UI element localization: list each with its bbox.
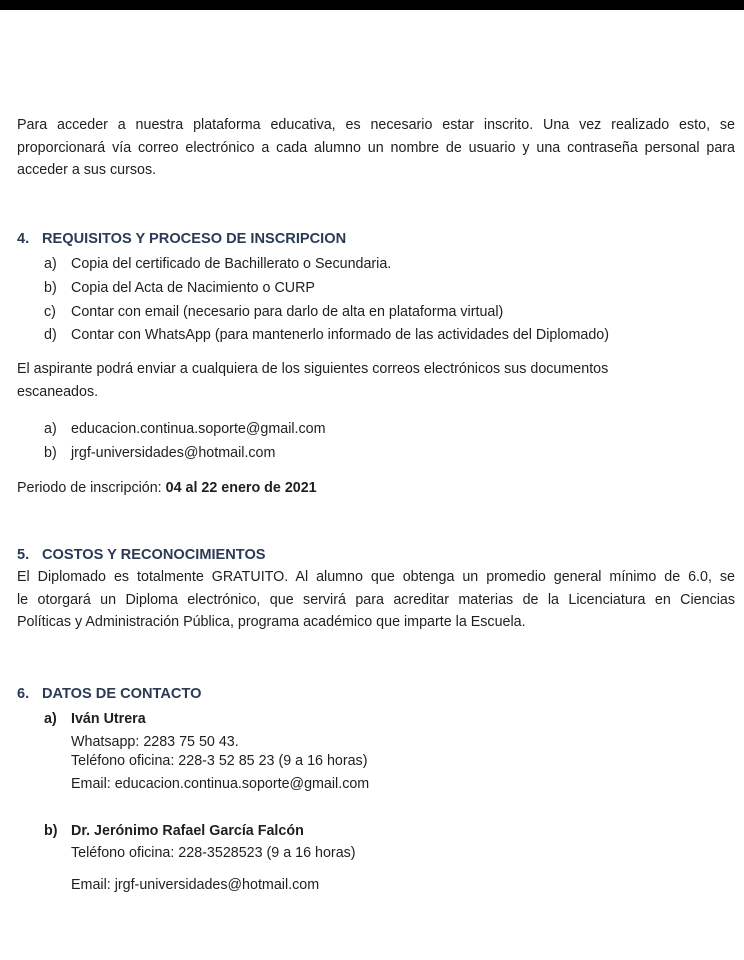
item-label: a)	[44, 421, 57, 437]
item-text: Contar con WhatsApp (para mantenerlo informado de las actividades del Diplomado)	[71, 327, 610, 343]
item-text: Copia del Acta de Nacimiento o CURP	[71, 280, 315, 296]
contact-phone: Teléfono oficina: 228-3528523 (9 a 16 horas)	[71, 845, 356, 861]
intro-paragraph	[17, 114, 735, 182]
contact-label: a)	[44, 711, 57, 727]
paragraph-line: El Diplomado es totalmente GRATUITO. Al alumno que obtenga un promedio general mínimo de 6.0, se	[17, 569, 735, 585]
paragraph-line: Políticas y Administración Pública, programa académico que imparte la Escuela.	[17, 614, 526, 630]
item-label: b)	[44, 280, 57, 296]
period-value: 04 al 22 enero de 2021	[165, 480, 317, 496]
item-text: Copia del certificado de Bachillerato o Secundaria.	[71, 256, 392, 272]
contact-name: Iván Utrera	[71, 711, 146, 727]
contact-label: b)	[44, 823, 58, 839]
contact-phone: Teléfono oficina: 228-3 52 85 23 (9 a 16 horas)	[71, 753, 368, 769]
contact-whatsapp: Whatsapp: 2283 75 50 43.	[71, 734, 239, 750]
top-black-bar	[0, 0, 744, 10]
period-label: Periodo de inscripción:	[17, 480, 166, 496]
paragraph-line: El aspirante podrá enviar a cualquiera de los siguientes correos electrónicos sus documentos	[17, 361, 609, 377]
section-title: COSTOS Y RECONOCIMIENTOS	[42, 547, 266, 563]
contact-name: Dr. Jerónimo Rafael García Falcón	[71, 823, 304, 839]
section-number: 4.	[17, 231, 30, 247]
item-text: Contar con email (necesario para darlo de alta en plataforma virtual)	[71, 304, 504, 320]
intro-line: Para acceder a nuestra plataforma educativa, es necesario estar inscrito. Una vez realizado esto, se	[17, 117, 735, 133]
section-6-heading	[17, 683, 735, 706]
paragraph-line: le otorgará un Diploma electrónico, que servirá para acreditar materias de la Licenciatura en Ciencias	[17, 591, 735, 608]
requirement-item	[44, 324, 609, 347]
requirement-item	[44, 301, 503, 324]
email-address: jrgf-universidades@hotmail.com	[71, 445, 276, 461]
section-number: 6.	[17, 686, 30, 702]
intro-line: acceder a sus cursos.	[17, 162, 157, 178]
intro-line: proporcionará vía correo electrónico a cada alumno un nombre de usuario y una contraseña personal para	[17, 139, 735, 156]
section-title: REQUISITOS Y PROCESO DE INSCRIPCION	[42, 231, 347, 247]
email-item	[44, 442, 275, 465]
registration-period	[17, 477, 735, 500]
requirement-item	[44, 277, 315, 300]
item-label: c)	[44, 304, 56, 320]
costs-paragraph	[17, 566, 735, 634]
paragraph-line: escaneados.	[17, 383, 99, 400]
item-label: d)	[44, 327, 57, 343]
requirement-item	[44, 253, 391, 276]
section-number: 5.	[17, 547, 30, 563]
contact-email: Email: jrgf-universidades@hotmail.com	[71, 877, 320, 893]
section-5-heading	[17, 544, 735, 567]
section-title: DATOS DE CONTACTO	[42, 686, 202, 702]
contact-email: Email: educacion.continua.soporte@gmail.com	[71, 776, 370, 792]
submission-paragraph	[17, 358, 735, 403]
email-address: educacion.continua.soporte@gmail.com	[71, 421, 326, 437]
section-4-heading	[17, 228, 735, 251]
item-label: b)	[44, 445, 57, 461]
item-label: a)	[44, 256, 57, 272]
email-item	[44, 418, 326, 441]
